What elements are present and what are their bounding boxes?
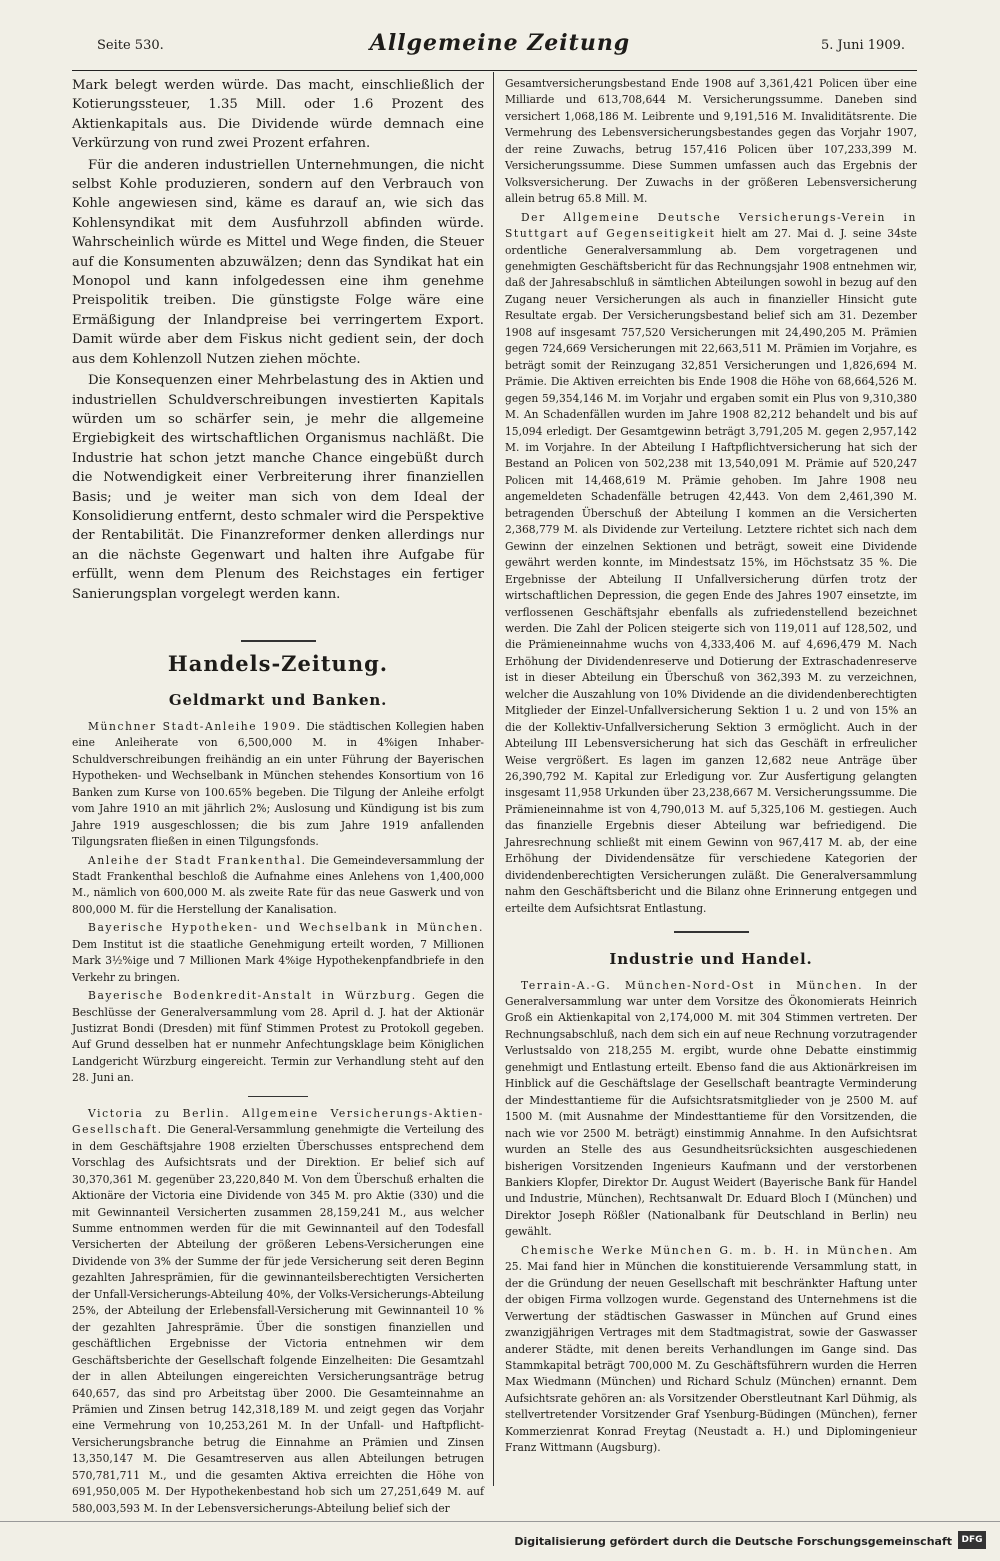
item-lead: Terrain-A.-G. München-Nord-Ost in München.: [521, 978, 864, 992]
intro-paragraph: Die Konsequenzen einer Mehrbelastung des in Aktien und industriellen Schuldverschreibungen investierten Kapitals würden um so schärfer sein, je mehr die allgemeine Ergiebigkeit des wirtschaftlichen Organismus nachläßt. Die Industrie hat schon jetzt manche Chance eingebüßt durch die Notwendigkeit einer Verbreiterung ihrer finanziellen Basis; und je weiter man sich von dem Ideal der Konsolidierung entfernt, desto schmaler wird die Perspektive der Rentabilität. Die Finanzreformer denken allerdings nur an die nächste Gegenwart und halten ihre Aufgabe für erfüllt, wenn dem Plenum des Reichstages ein fertiger Sanierungsplan vorgelegt werden kann.: [72, 373, 484, 602]
item-text: hielt am 27. Mai d. J. seine 34ste ordentliche Generalversammlung ab. Dem vorgetragenen und genehmigten Geschäftsbericht für das Rechnungsjahr 1908 entnehmen wir, daß der Jahresabschluß in sämtlichen Abteilungen sowohl in bezug auf den Zugang neuer Versicherungen als auch in finanzieller Hinsicht gute Resultate ergab. Der Versicherungsbestand belief sich am 31. Dezember 1908 auf insgesamt 757,520 Versicherungen mit 24,490,205 M. Prämien gegen 724,669 Versicherungen mit 22,663,511 M. Prämien im Vorjahre, es beträgt somit der Reinzugang 32,851 Versicherungen und 1,826,694 M. Prämie. Die Aktiven erreichten bis Ende 1908 die Höhe von 68,664,526 M. gegen 59,354,146 M. im Vorjahr und ergaben somit ein Plus von 9,310,380 M. An Schadenfällen wurden im Jahre 1908 82,212 behandelt und bis auf 15,094 erledigt. Der Gesamtgewinn beträgt 3,791,205 M. gegen 2,957,142 M. im Vorjahre. In der Abteilung I Haftpflichtversicherung hat sich der Bestand an Policen von 502,238 mit 13,540,091 M. Prämie auf 520,247 Policen mit 14,468,619 M. Prämie gehoben. Im Jahre 1908 neu angemeldeten Schadenfälle betrugen 42,443. Von dem 2,461,390 M. betragenden Überschuß der Abteilung I kommen an die Versicherten 2,368,779 M. als Dividende zur Verteilung. Letztere richtet sich nach dem Gewinn der einzelnen Sektionen und beträgt, soweit eine Dividende gewährt werden konnte, im Mindestsatz 15%, im Höchstsatz 35 %. Die Ergebnisse der Abteilung II Unfallversicherung dürfen trotz der wirtschaftlichen Depression, die gegen Ende des Jahres 1907 einsetzte, im verflossenen Geschäftsjahr ebenfalls als zufriedenstellend bezeichnet werden. Die Zahl der Policen steigerte sich von 119,011 auf 128,502, und die Prämieneinnahme wuchs von 4,333,406 M. auf 4,696,479 M. Nach Erhöhung der Dividendenreserve und Dotierung der Extraschadenreserve ist in dieser Abteilung ein Überschuß von 362,393 M. zu verzeichnen, welcher die Auszahlung von 10% Dividende an die dividendenberechtigten Mitglieder der Einzel-Unfallversicherung Sektion 1 u. 2 und von 15% an die der Kollektiv-Unfallversicherung Sektion 3 ermöglicht. Auch in der Abteilung III Lebensversicherung hat sich das Geschäft in erfreulicher Weise vergrößert. Es lagen im ganzen 12,682 neue Anträge über 26,390,792 M. Kapital zur Erledigung vor. Zur Ausfertigung gelangten insgesamt 11,958 Urkunden über 23,238,667 M. Versicherungssumme. Die Prämieneinnahme ist von 4,790,013 M. auf 5,325,106 M. gestiegen. Auch das finanzielle Ergebnis dieser Abteilung war befriedigend. Die Jahresrechnung schließt mit einem Gewinn von 967,417 M. ab, der eine Erhöhung der Dividendensätze für verschiedene Kategorien der dividendenberechtigten Versicherungen zuläßt. Die Generalversammlung nahm den Geschäftsbericht und die Bilanz ohne Erinnerung entgegen und erteilte dem Aufsichtsrat Entlastung.: [505, 227, 917, 915]
item-lead: Victoria zu Berlin. Allgemeine Versicherungs-Aktien-Gesellschaft.: [72, 1106, 484, 1137]
news-item: [72, 988, 484, 1087]
section-title: Handels-Zeitung.: [167, 650, 389, 676]
item-lead: Der Allgemeine Deutsche Versicherungs-Verein in Stuttgart auf Gegenseitigkeit: [505, 210, 917, 241]
intro-paragraph: Mark belegt werden würde. Das macht, einschließlich der Kotierungssteuer, 1.35 Mill. oder 1.6 Prozent des Aktienkapitals aus. Die Dividende würde demnach eine Verkürzung von rund zwei Prozent erfahren.: [72, 78, 484, 152]
item-lead: Münchner Stadt-Anleihe 1909.: [88, 719, 302, 733]
news-item: [505, 210, 917, 917]
item-text: Gegen die Beschlüsse der Generalversammlung vom 28. April d. J. hat der Aktionär Justizrat Bondi (Dresden) mit fünf Stimmen Protest zu Protokoll gegeben. Auf Grund desselben hat er nunmehr Anfechtungsklage beim Königlichen Landgericht Würzburg eingereicht. Termin zur Verhandlung steht auf den 28. Juni an.: [72, 989, 484, 1085]
subsection-title: Geldmarkt und Banken.: [168, 691, 388, 710]
intro-paragraph: Für die anderen industriellen Unternehmungen, die nicht selbst Kohle produzieren, sondern auf den Verbrauch von Kohle angewiesen sind, käme es darauf an, wie sich das Kohlensyndikat mit dem Ausfuhrzoll abfinden würde. Wahrscheinlich würde es Mittel und Wege finden, die Steuer auf die Konsumenten abzuwälzen; denn das Syndikat hat ein Monopol und kann infolgedessen eine ihm genehme Preispolitik treiben. Die günstigste Folge wäre eine Ermäßigung der Inlandpreise bei verringertem Export. Damit würde aber dem Fiskus nicht gedient sein, der doch aus dem Kohlenzoll Nutzen ziehen möchte.: [72, 157, 484, 367]
item-text: Dem Institut ist die staatliche Genehmigung erteilt worden, 7 Millionen Mark 3½%ige und 7 Millionen Mark 4%ige Hypothekenpfandbriefe in den Verkehr zu bringen.: [72, 937, 484, 984]
footer-credit: Digitalisierung gefördert durch die Deutsche Forschungsgemeinschaft: [514, 1535, 952, 1548]
continuation-paragraph: Gesamtversicherungsbestand Ende 1908 auf 3,361,421 Policen über eine Milliarde und 613,708,644 M. Versicherungssumme. Daneben sind versichert 1,068,186 M. Leibrente und 9,191,516 M. Invaliditätsrente. Die Vermehrung des Lebensversicherungsbestandes gegen das Vorjahr 1907, der reine Zuwachs, betrug 157,416 Policen über 107,233,399 M. Versicherungssumme. Diese Summen umfassen auch das Ergebnis der Volksversicherung. Der Zuwachs in der größeren Lebensversicherung allein betrug 65.8 Mill. M.: [505, 77, 917, 206]
news-item: [72, 853, 484, 919]
news-item: [505, 1243, 917, 1457]
news-item: [72, 920, 484, 986]
item-lead: Anleihe der Stadt Frankenthal.: [88, 853, 307, 867]
news-item: [505, 978, 917, 1241]
left-column: [72, 76, 484, 1517]
section-separator: [674, 931, 749, 933]
item-lead: Bayerische Hypotheken- und Wechselbank in München.: [88, 921, 484, 935]
section-separator: [241, 640, 316, 642]
page-number: Seite 530.: [97, 38, 164, 53]
column-divider: [493, 72, 494, 1486]
news-item: [72, 1106, 484, 1517]
digitization-footer: [0, 1521, 1000, 1561]
news-item: [72, 719, 484, 851]
header-rule: [72, 70, 917, 71]
page-header: [0, 26, 1000, 66]
item-text: Die städtischen Kollegien haben eine Anleiherate von 6,500,000 M. in 4%igen Inhaber-Schuldverschreibungen freihändig an ein unter Führung der Bayerischen Hypotheken- und Wechselbank in München stehendes Konsortium von 16 Banken zum Kurse von 100.65% begeben. Die Tilgung der Anleihe erfolgt vom Jahre 1910 an mit jährlich 2%; Auslosung und Kündigung ist bis zum Jahre 1919 ausgeschlossen; die bis zum Jahre 1919 anfallenden Tilgungsraten fließen in einen Tilgungsfonds.: [72, 719, 484, 849]
dfg-logo: DFG: [958, 1531, 986, 1549]
item-separator: [248, 1096, 308, 1097]
item-lead: Chemische Werke München G. m. b. H. in München.: [521, 1243, 895, 1257]
item-text: In der Generalversammlung war unter dem Vorsitze des Ökonomierats Heinrich Groß ein Aktienkapital von 2,174,000 M. mit 304 Stimmen vertreten. Der Rechnungsabschluß, nach dem sich ein auf neue Rechnung vorzutragender Verlustsaldo von 218,255 M. ergibt, wurde ohne Debatte einstimmig genehmigt und Entlastung erteilt. Ebenso fand die aus Aktionärkreisen im Hinblick auf die Geschäftslage der Gesellschaft beantragte Verminderung der Mindesttantieme für die Aufsichtsratsmitglieder von je 2500 M. auf 1500 M. (mit Ausnahme der Mindesttantieme für den Vorsitzenden, die nach wie vor 2500 M. beträgt) einstimmig Annahme. In den Aufsichtsrat wurden an Stelle des aus Gesundheitsrücksichten ausgeschiedenen bisherigen Vorsitzenden Ingenieurs Kaufmann und der verstorbenen Bankiers Klopfer, Direktor Dr. August Weidert (Bayerische Bank für Handel und Industrie, München), Rechtsanwalt Dr. Eduard Bloch I (München) und Direktor Joseph Rößler (Nationalbank für Deutschland in Berlin) neu gewählt.: [505, 978, 917, 1239]
subsection-title: Industrie und Handel.: [609, 950, 813, 969]
masthead-title: Allgemeine Zeitung: [369, 30, 631, 56]
right-column: [505, 76, 917, 1457]
item-text: Die General-Versammlung genehmigte die Verteilung des in dem Geschäftsjahre 1908 erzielten Überschusses entsprechend dem Vorschlag des Aufsichtsrats und der Direktion. Er belief sich auf 30,370,361 M. gegenüber 23,220,840 M. Von dem Überschuß erhalten die Aktionäre der Victoria eine Dividende von 345 M. pro Aktie (330) und die mit Gewinnanteil Versicherten zusammen 28,159,241 M., aus welcher Summe entnommen werden für die mit Gewinnanteil auf den Todesfall Versicherten der Abteilung der größeren Lebens-Versicherungen eine Dividende von 3% der Summe der für jede Versicherung seit deren Beginn gezahlten Jahresprämien, für die gewinnanteilsberechtigten Versicherten der Unfall-Versicherungs-Abteilung 40%, der Volks-Versicherungs-Abteilung 25%, der Abteilung der Erlebensfall-Versicherung mit Gewinnanteil 10 % der gezahlten Jahresprämie. Über die sonstigen finanziellen und geschäftlichen Ergebnisse der Victoria entnehmen wir dem Geschäftsberichte der Gesellschaft folgende Einzelheiten: Die Gesamtzahl der in allen Abteilungen eingereichten Versicherungsanträge betrug 640,657, das sind pro Arbeitstag über 2000. Die Gesamteinnahme an Prämien und Zinsen betrug 142,318,189 M. und zeigt gegen das Vorjahr eine Vermehrung von 10,253,261 M. In der Unfall- und Haftpflicht-Versicherungsbranche betrug die Einnahme an Prämien und Zinsen 13,350,147 M. Die Gesamtreserven aus allen Abteilungen betrugen 570,781,711 M., und die gesamten Aktiva erreichten die Höhe von 691,950,005 M. Der Hypothekenbestand hob sich um 27,251,649 M. auf 580,003,593 M. In der Lebensversicherungs-Abteilung belief sich der: [72, 1123, 484, 1515]
intro-article: [72, 76, 484, 604]
item-text: Die Gemeindeversammlung der Stadt Frankenthal beschloß die Aufnahme eines Anlehens von 1,400,000 M., nämlich von 600,000 M. als zweite Rate für das neue Gaswerk und von 800,000 M. für die Herstellung der Kanalisation.: [72, 853, 484, 916]
footer-rule: [0, 1521, 1000, 1522]
issue-date: 5. Juni 1909.: [821, 38, 905, 53]
item-text: Am 25. Mai fand hier in München die konstituierende Versammlung statt, in der die Gründung der neuen Gesellschaft mit beschränkter Haftung unter der obigen Firma vollzogen wurde. Gegenstand des Unternehmens ist die Verwertung der städtischen Gaswasser in München auf Grund eines zwanzigjährigen Vertrages mit dem Stadtmagistrat, sowie der Gaswasser anderer Städte, mit denen bereits Verhandlungen im Gange sind. Das Stammkapital beträgt 700,000 M. Zu Geschäftsführern wurden die Herren Max Wiedmann (München) und Richard Schulz (München) ernannt. Dem Aufsichtsrate gehören an: als Vorsitzender Oberstleutnant Karl Dühmig, als stellvertretender Vorsitzender Graf Ysenburg-Büdingen (München), ferner Kommerzienrat Konrad Freytag (Neustadt a. H.) und Diplomingenieur Franz Wittmann (Augsburg).: [505, 1243, 917, 1455]
item-lead: Bayerische Bodenkredit-Anstalt in Würzburg.: [88, 989, 417, 1003]
